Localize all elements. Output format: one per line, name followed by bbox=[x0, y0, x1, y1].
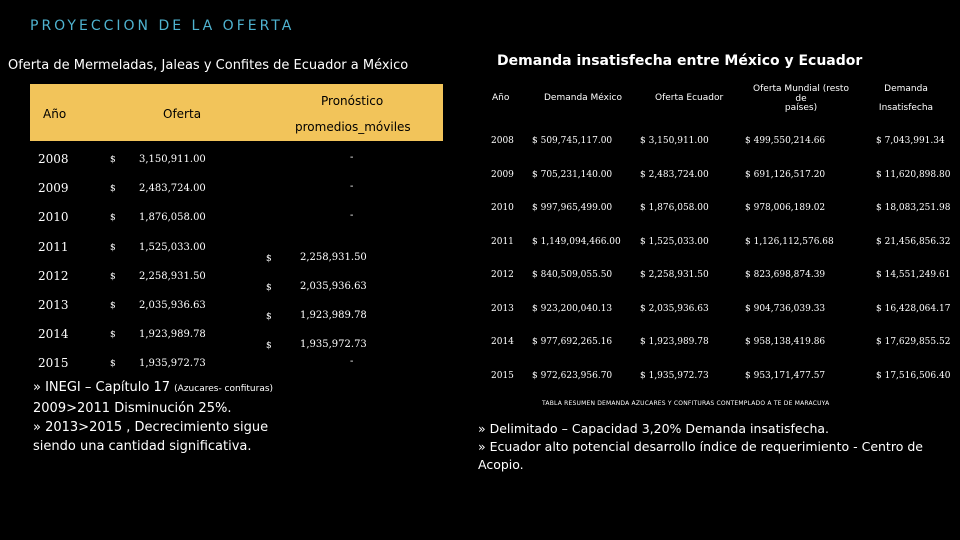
unmet-demand-cell: $ 14,551,249.61 bbox=[876, 270, 951, 280]
slide-title: PROYECCION DE LA OFERTA bbox=[30, 18, 295, 34]
year-cell: 2015 bbox=[38, 356, 69, 371]
offer-cell: 2,483,724.00 bbox=[139, 183, 206, 195]
demand-cell: $ 840,509,055.50 bbox=[532, 270, 613, 280]
note-decline-2009: 2009>2011 Disminución 25%. bbox=[33, 401, 232, 416]
right-notes bbox=[478, 420, 953, 474]
left-table-body bbox=[38, 146, 438, 380]
offer-cell: $ 2,035,936.63 bbox=[640, 303, 709, 314]
rheader-world-b: países) bbox=[784, 103, 818, 113]
world-offer-cell: $ 823,698,874.39 bbox=[745, 270, 826, 280]
table-row bbox=[476, 327, 951, 361]
offer-cell: $ 2,483,724.00 bbox=[640, 169, 709, 180]
table-row bbox=[38, 204, 438, 233]
right-panel-title: Demanda insatisfecha entre México y Ecuador bbox=[497, 53, 863, 69]
rheader-offer: Oferta Ecuador bbox=[655, 93, 724, 103]
demand-cell: $ 997,965,499.00 bbox=[532, 203, 613, 213]
left-notes bbox=[33, 378, 303, 456]
rheader-demand: Demanda México bbox=[544, 93, 622, 103]
table-row bbox=[38, 175, 438, 204]
world-offer-cell: $ 953,171,477.57 bbox=[745, 370, 826, 381]
forecast-empty-cell: - bbox=[350, 210, 354, 222]
table-row bbox=[38, 263, 438, 292]
year-cell: 2014 bbox=[38, 327, 69, 342]
year-cell: 2011 bbox=[38, 239, 69, 254]
offer-cell: $ 3,150,911.00 bbox=[640, 136, 709, 146]
forecast-cell: 1,923,989.78 bbox=[300, 309, 367, 321]
world-offer-cell: $ 904,736,039.33 bbox=[745, 303, 826, 314]
currency-cell: $ bbox=[266, 282, 272, 293]
currency-cell: $ bbox=[266, 341, 272, 352]
offer-cell: $ 2,258,931.50 bbox=[640, 270, 709, 280]
table-row bbox=[38, 321, 438, 350]
offer-cell: 1,876,058.00 bbox=[139, 212, 206, 224]
table-row bbox=[476, 126, 948, 160]
forecast-cell: 2,258,931.50 bbox=[300, 251, 367, 263]
currency-cell: $ bbox=[110, 271, 116, 282]
table-row bbox=[476, 361, 951, 395]
unmet-demand-cell: $ 21,456,856.32 bbox=[876, 236, 951, 247]
offer-cell: 2,258,931.50 bbox=[139, 270, 206, 282]
year-cell: 2012 bbox=[38, 268, 69, 283]
table-row bbox=[476, 227, 951, 261]
world-offer-cell: $ 978,006,189.02 bbox=[745, 203, 826, 213]
forecast-cell: 1,935,972.73 bbox=[300, 339, 367, 351]
forecast-cell: 2,035,936.63 bbox=[300, 280, 367, 292]
header-year: Año bbox=[43, 107, 67, 121]
currency-cell: $ bbox=[110, 242, 116, 253]
right-table bbox=[476, 80, 951, 390]
year-cell: 2010 bbox=[38, 210, 69, 225]
note-inegi bbox=[33, 378, 303, 399]
offer-cell: 1,935,972.73 bbox=[139, 358, 206, 370]
world-offer-cell: $ 499,550,214.66 bbox=[745, 136, 826, 146]
year-cell: 2013 bbox=[491, 303, 514, 314]
offer-cell: $ 1,923,989.78 bbox=[640, 337, 709, 347]
demand-cell: $ 705,231,140.00 bbox=[532, 169, 613, 180]
forecast-empty-cell: - bbox=[350, 181, 354, 193]
forecast-empty-cell: - bbox=[350, 152, 354, 163]
left-table-header bbox=[30, 84, 443, 141]
currency-cell: $ bbox=[110, 330, 116, 341]
year-cell: 2010 bbox=[491, 203, 514, 213]
table-row bbox=[38, 350, 438, 379]
currency-cell: $ bbox=[110, 213, 116, 224]
header-method: promedios_móviles bbox=[295, 120, 411, 134]
offer-cell: 1,525,033.00 bbox=[139, 241, 206, 253]
rheader-unmet-a: Demanda bbox=[884, 84, 928, 94]
unmet-demand-cell: $ 18,083,251.98 bbox=[876, 203, 951, 213]
world-offer-cell: $ 691,126,517.20 bbox=[745, 169, 826, 180]
unmet-demand-cell: $ 16,428,064.17 bbox=[876, 303, 951, 314]
year-cell: 2009 bbox=[38, 181, 69, 196]
demand-cell: $ 509,745,117.00 bbox=[532, 136, 613, 146]
year-cell: 2014 bbox=[491, 337, 514, 347]
year-cell: 2008 bbox=[38, 152, 69, 166]
note-ecuador: » Ecuador alto potencial desarrollo índice de requerimiento - Centro de Acopio. bbox=[478, 439, 923, 472]
currency-cell: $ bbox=[110, 155, 116, 165]
left-panel-title: Oferta de Mermeladas, Jaleas y Confites de Ecuador a México bbox=[8, 58, 409, 73]
year-cell: 2012 bbox=[491, 270, 514, 280]
year-cell: 2008 bbox=[491, 136, 514, 146]
header-forecast: Pronóstico bbox=[321, 94, 384, 108]
offer-cell: $ 1,525,033.00 bbox=[640, 236, 709, 247]
currency-cell: $ bbox=[110, 359, 116, 370]
rheader-world-a: Oferta Mundial (resto de bbox=[753, 84, 849, 104]
unmet-demand-cell: $ 17,629,855.52 bbox=[876, 337, 951, 347]
world-offer-cell: $ 958,138,419.86 bbox=[745, 337, 826, 347]
unmet-demand-cell: $ 11,620,898.80 bbox=[876, 169, 951, 180]
currency-cell: $ bbox=[266, 311, 272, 322]
note-inegi-main: » INEGI – Capítulo 17 bbox=[33, 380, 175, 395]
table-row bbox=[38, 234, 438, 263]
world-offer-cell: $ 1,126,112,576.68 bbox=[745, 236, 834, 247]
offer-cell: 2,035,936.63 bbox=[139, 299, 206, 311]
unmet-demand-cell: $ 7,043,991.34 bbox=[876, 136, 945, 146]
table-row bbox=[476, 160, 951, 194]
offer-cell: 1,923,989.78 bbox=[139, 329, 206, 341]
right-table-body bbox=[476, 126, 951, 394]
forecast-empty-cell: - bbox=[350, 356, 354, 368]
note-inegi-small: (Azucares- confituras) bbox=[174, 384, 274, 394]
offer-cell: $ 1,876,058.00 bbox=[640, 203, 709, 213]
year-cell: 2011 bbox=[491, 236, 514, 247]
year-cell: 2013 bbox=[38, 297, 69, 312]
note-delimited: » Delimitado – Capacidad 3,20% Demanda insatisfecha. bbox=[478, 421, 830, 436]
offer-cell: 3,150,911.00 bbox=[139, 154, 206, 165]
offer-cell: $ 1,935,972.73 bbox=[640, 370, 709, 381]
note-decline-2013: » 2013>2015 , Decrecimiento sigue siendo una cantidad significativa. bbox=[33, 420, 269, 454]
year-cell: 2015 bbox=[491, 370, 514, 381]
unmet-demand-cell: $ 17,516,506.40 bbox=[876, 370, 951, 381]
table-caption: TABLA RESUMEN DEMANDA AZUCARES Y CONFITURAS CONTEMPLADO A TE DE MARACUYA bbox=[542, 400, 830, 407]
rheader-year: Año bbox=[492, 93, 510, 103]
currency-cell: $ bbox=[110, 184, 116, 195]
table-row bbox=[476, 260, 951, 294]
table-row bbox=[38, 292, 438, 321]
header-offer: Oferta bbox=[163, 107, 202, 121]
demand-cell: $ 972,623,956.70 bbox=[532, 370, 613, 381]
currency-cell: $ bbox=[266, 253, 272, 264]
demand-cell: $ 923,200,040.13 bbox=[532, 303, 613, 314]
currency-cell: $ bbox=[110, 300, 116, 311]
rheader-unmet-b: Insatisfecha bbox=[878, 103, 934, 113]
table-row bbox=[476, 294, 951, 328]
right-table-header bbox=[476, 80, 948, 126]
table-row bbox=[38, 146, 438, 175]
table-row bbox=[476, 193, 951, 227]
year-cell: 2009 bbox=[491, 169, 514, 180]
demand-cell: $ 1,149,094,466.00 bbox=[532, 236, 621, 247]
demand-cell: $ 977,692,265.16 bbox=[532, 337, 613, 347]
